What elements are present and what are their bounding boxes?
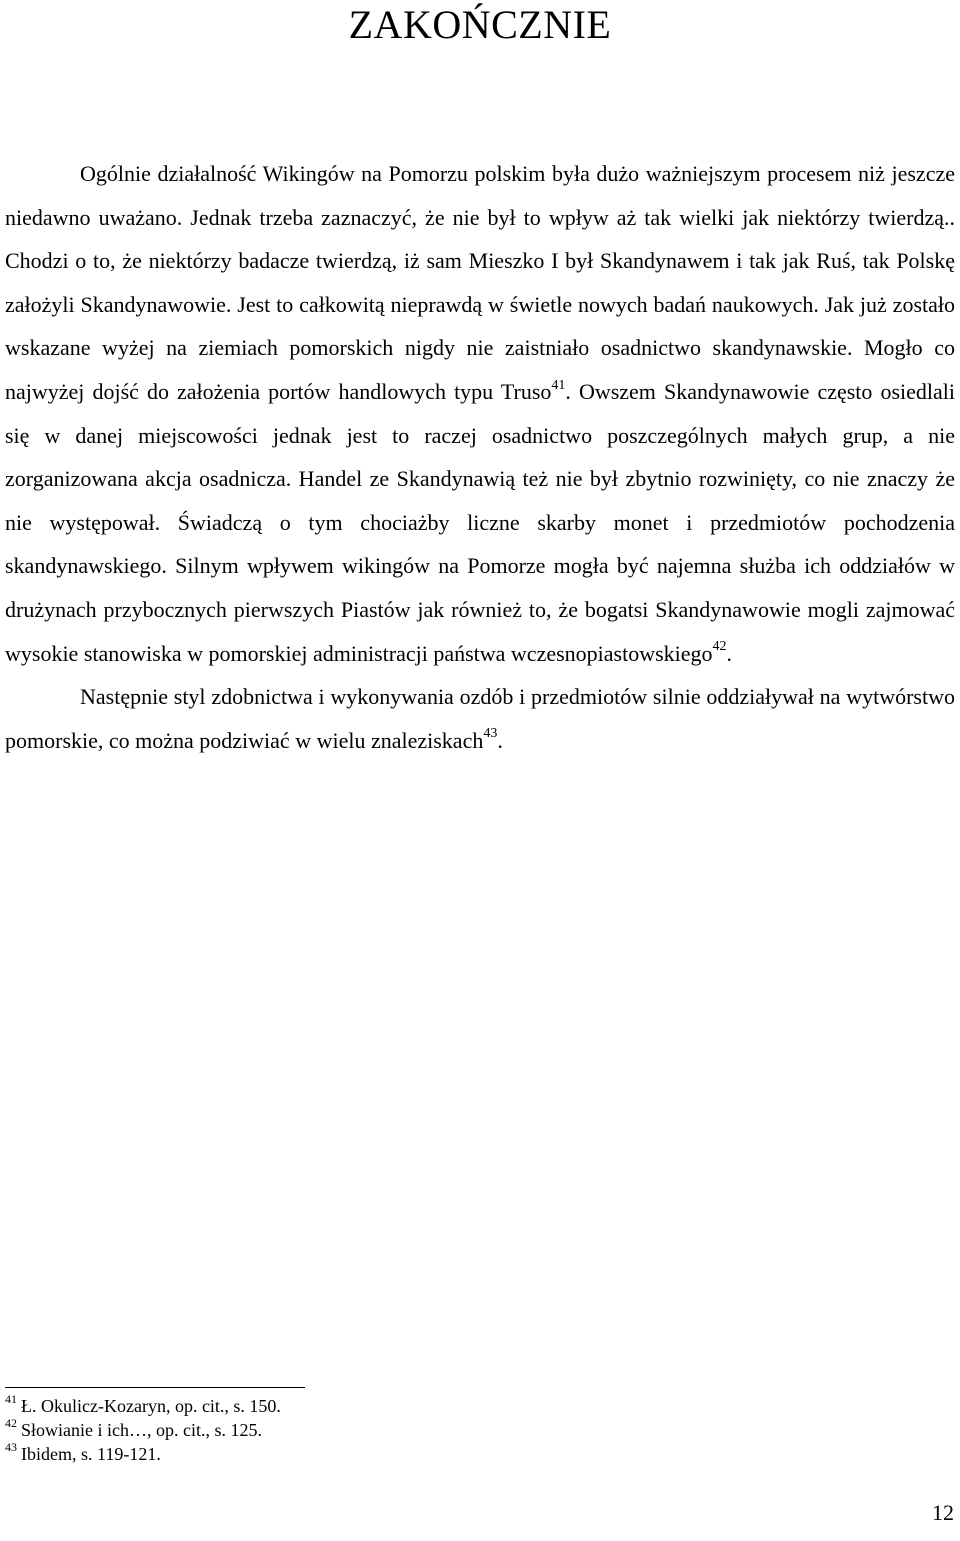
footnote-42 [5, 1418, 605, 1442]
page-title: ZAKOŃCZNIE [348, 2, 612, 47]
footnote-ref-43[interactable]: 43 [483, 726, 498, 742]
footnote-number: 43 [5, 1440, 17, 1454]
paragraph-text: Następnie styl zdobnictwa i wykonywania ozdób i przedmiotów silnie oddziaływał na wytwórstwo pomorskie, co można podziwiać w wielu znaleziskach [5, 684, 955, 753]
paragraph-text: . [726, 640, 733, 666]
paragraph-text: . Owszem Skandynawowie często osiedlali się w danej miejscowości jednak jest to raczej osadnictwo poszczególnych małych grup, a nie zorganizowana akcja osadnicza. Handel ze Skandynawią też nie był zbytnio rozwinięty, co nie znaczy że nie występował. Świadczą o tym chociażby liczne skarby monet i przedmiotów pochodzenia skandynawskiego. Silnym wpływem wikingów na Pomorze mogła być najemna służba ich oddziałów w drużynach przybocznych pierwszych Piastów jak również to, że bogatsi Skandynawowie mogli zajmować wysokie stanowiska w pomorskiej administracji państwa wczesnopiastowskiego [5, 378, 956, 666]
paragraph-text: . [497, 727, 503, 753]
footnote-text: Ł. Okulicz-Kozaryn, op. cit., s. 150. [21, 1396, 281, 1416]
page-number: 12 [932, 1500, 954, 1525]
footnote-43 [5, 1442, 605, 1466]
footnote-text: Słowianie i ich…, op. cit., s. 125. [21, 1420, 262, 1440]
footnote-number: 41 [5, 1392, 17, 1406]
footnote-41 [5, 1394, 605, 1418]
paragraph-text: Ogólnie działalność Wikingów na Pomorzu polskim była dużo ważniejszym procesem niż jeszcze niedawno uważano. Jednak trzeba zaznaczyć, że nie był to wpływ aż tak wielki jak niektórzy twierdzą.. Chodzi o to, że niektórzy badacze twierdzą, iż sam Mieszko I był Skandynawem i tak jak Ruś, tak Polskę założyli Skandynawowie. Jest to całkowitą nieprawdą w świetle nowych badań naukowych. Jak już zostało wskazane wyżej na ziemiach pomorskich nigdy nie zaistniało osadnictwo skandynawskie. Mogło co najwyżej dojść do założenia portów handlowych typu Truso [5, 161, 955, 404]
footnote-ref-42[interactable]: 42 [712, 639, 727, 655]
paragraph [5, 675, 955, 762]
footnote-ref-41[interactable]: 41 [551, 377, 566, 393]
footnote-number: 42 [5, 1416, 17, 1430]
footnote-text: Ibidem, s. 119-121. [21, 1444, 161, 1464]
body-text [5, 152, 955, 762]
paragraph [5, 152, 955, 675]
footnotes [5, 1394, 605, 1466]
footnote-divider [5, 1387, 305, 1388]
